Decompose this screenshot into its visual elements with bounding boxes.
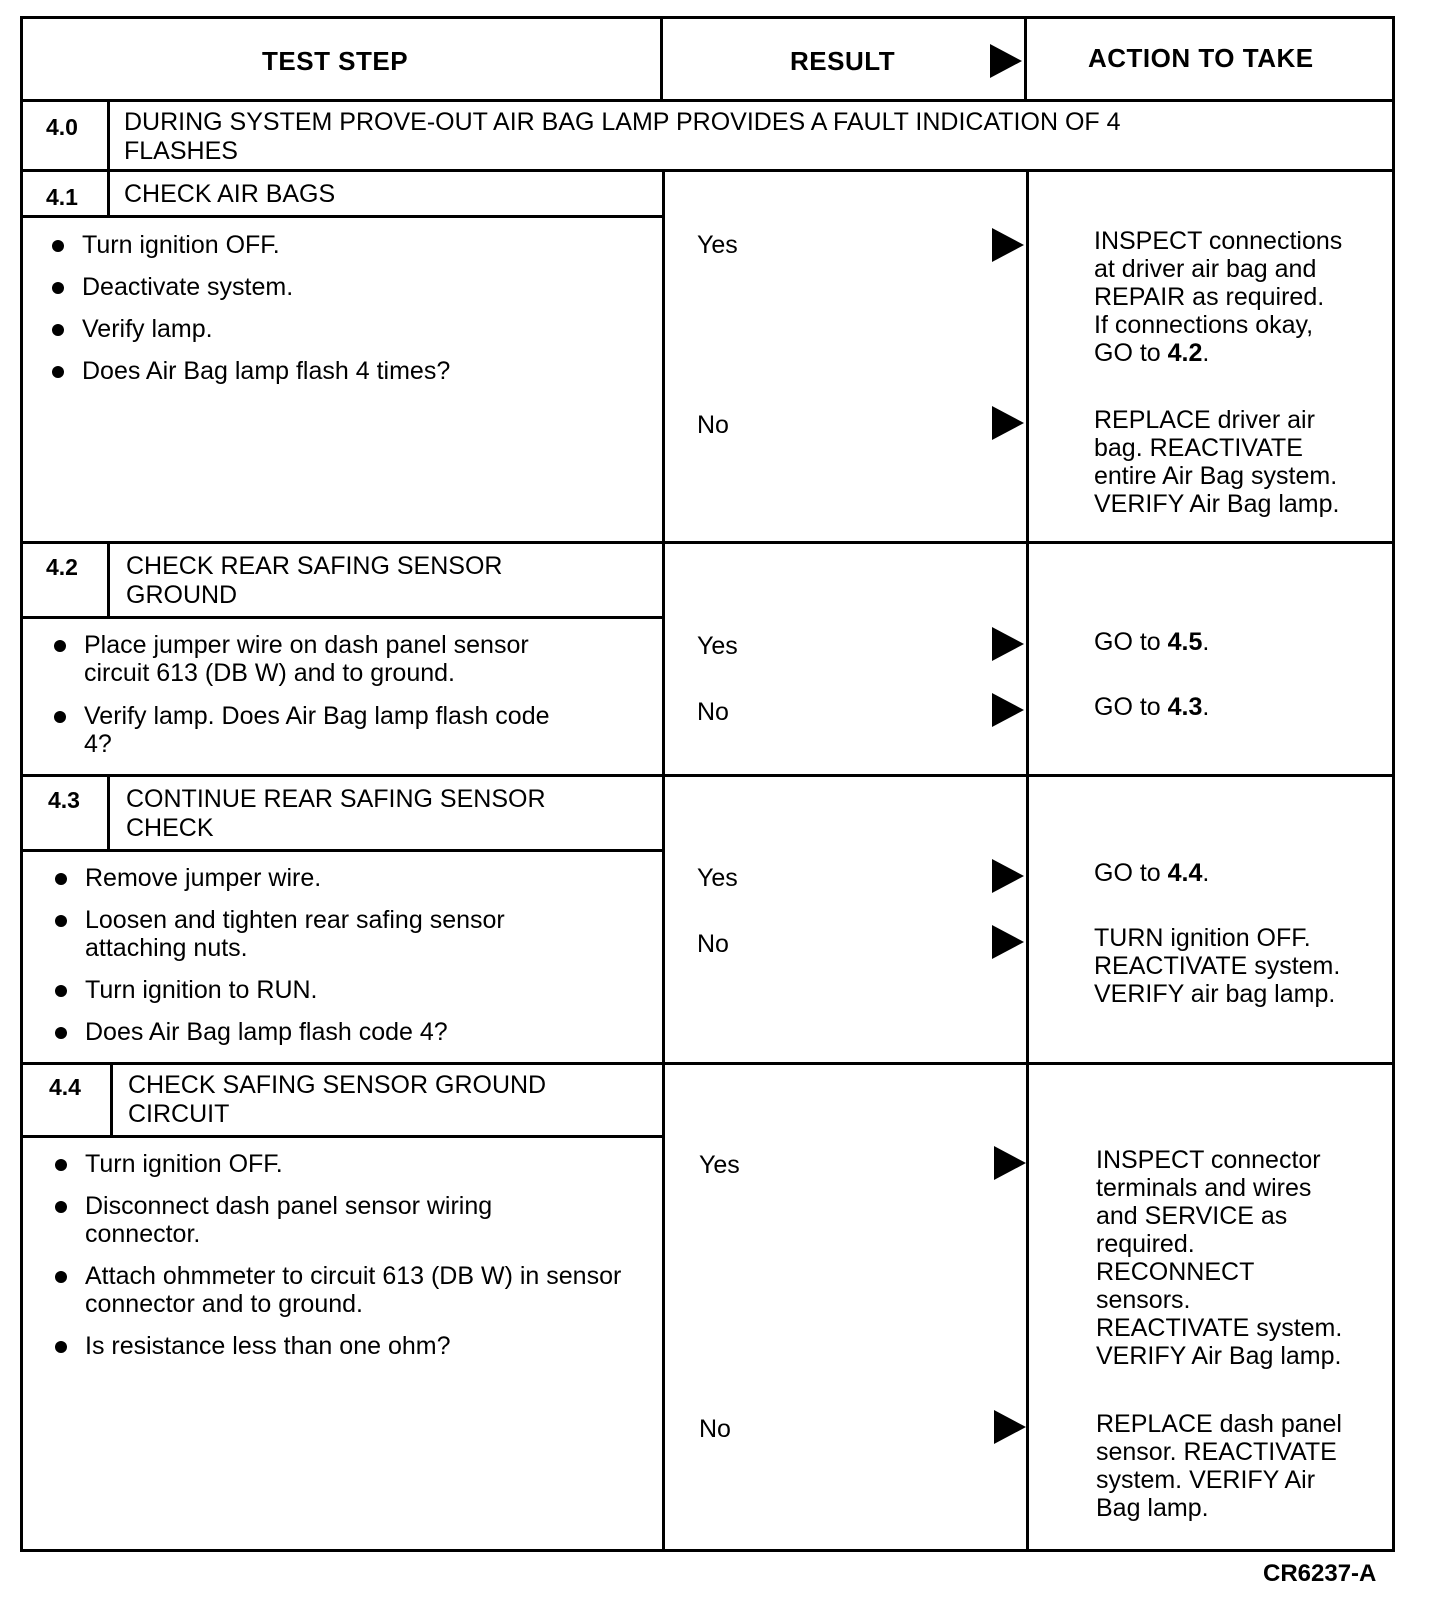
step-42-yes-arrow-icon [992,627,1024,661]
step-43-bottom-rule [20,1062,1395,1065]
step-44-title-line-2: CIRCUIT [128,1100,230,1128]
header-arrow-icon [990,44,1022,78]
step-41-title-rule [20,215,663,218]
step-42-yes-action: GO to 4.5. [1094,628,1210,656]
step-44-yes-arrow-icon [994,1146,1026,1180]
step-41-yes-action: INSPECT connections at driver air bag and REPAIR as required. If connections okay, GO to 4.2. [1094,227,1343,367]
section-40-title-line-2: FLASHES [124,137,238,165]
step-42-bullet: Place jumper wire on dash panel sensor circuit 613 (DB W) and to ground. [54,631,594,687]
step-43-title-line-2: CHECK [126,814,214,842]
step-42-no-label: No [697,698,729,726]
step-41-no-arrow-icon [992,406,1024,440]
step-41-bullet: Does Air Bag lamp flash 4 times? [52,357,662,385]
step-43-title-rule [20,849,663,852]
step-43-yes-action: GO to 4.4. [1094,859,1210,887]
header-bottom-rule [20,99,1395,102]
section-40-number: 4.0 [46,114,78,140]
step-41-no-action: REPLACE driver air bag. REACTIVATE entire Air Bag system. VERIFY Air Bag lamp. [1094,406,1340,518]
step-44-no-action: REPLACE dash panel sensor. REACTIVATE system. VERIFY Air Bag lamp. [1096,1410,1342,1522]
step-42-title-line-2: GROUND [126,581,238,609]
step-43-no-action: TURN ignition OFF. REACTIVATE system. VERIFY air bag lamp. [1094,924,1341,1008]
header-test-step: TEST STEP [262,46,409,76]
step-44-num-divider [110,1062,113,1138]
step-43-yes-label: Yes [697,864,738,892]
step-44-title-line-1: CHECK SAFING SENSOR GROUND [128,1071,547,1099]
step-43-no-arrow-icon [992,925,1024,959]
step-43-no-label: No [697,930,729,958]
step-42-number: 4.2 [46,554,78,580]
step-41-bottom-rule [20,541,1395,544]
step-44-no-arrow-icon [994,1410,1026,1444]
step-42-bullet: Verify lamp. Does Air Bag lamp flash code 4? [54,702,574,758]
step-44-no-label: No [699,1415,731,1443]
step-44-yes-label: Yes [699,1151,740,1179]
step-43-num-divider [107,774,110,852]
step-44-number: 4.4 [49,1074,81,1100]
header-divider-2 [1024,16,1027,100]
step-44-bullet: Disconnect dash panel sensor wiring connector. [55,1192,575,1248]
header-divider-1 [660,16,663,100]
step-43-bullet: Turn ignition to RUN. [55,976,645,1004]
step-41-bullet: Deactivate system. [52,273,642,301]
step-42-bottom-rule [20,774,1395,777]
step-41-num-divider [107,169,110,217]
section-40-num-divider [107,99,110,171]
step-41-bullet: Turn ignition OFF. [52,231,642,259]
step-41-number: 4.1 [46,184,78,210]
section-40-bottom-rule [20,169,1395,172]
header-action: ACTION TO TAKE [1088,43,1314,73]
step-44-title-rule [20,1135,663,1138]
step-41-yes-label: Yes [697,231,738,259]
step-43-bullet: Remove jumper wire. [55,864,645,892]
step-44-bullet: Turn ignition OFF. [55,1150,645,1178]
step-42-no-arrow-icon [992,693,1024,727]
header-result: RESULT [790,46,896,76]
result-column-divider [662,169,665,1552]
step-43-yes-arrow-icon [992,859,1024,893]
step-42-no-action: GO to 4.3. [1094,693,1210,721]
step-43-bullet: Loosen and tighten rear safing sensor attaching nuts. [55,906,585,962]
step-41-bullet: Verify lamp. [52,315,642,343]
step-43-bullet: Does Air Bag lamp flash code 4? [55,1018,645,1046]
step-41-title: CHECK AIR BAGS [124,180,336,208]
step-44-yes-action: INSPECT connector terminals and wires and SERVICE as required. RECONNECT sensors. REACTIVATE system. VERIFY Air Bag lamp. [1096,1146,1343,1370]
action-column-divider [1026,169,1029,1552]
step-43-number: 4.3 [48,787,80,813]
step-44-bullet: Is resistance less than one ohm? [55,1332,645,1360]
step-43-title-line-1: CONTINUE REAR SAFING SENSOR [126,785,546,813]
step-44-bullet: Attach ohmmeter to circuit 613 (DB W) in sensor connector and to ground. [55,1262,625,1318]
figure-id: CR6237-A [1263,1560,1377,1587]
step-42-num-divider [107,541,110,618]
step-42-title-rule [20,616,663,619]
section-40-title-line-1: DURING SYSTEM PROVE-OUT AIR BAG LAMP PROVIDES A FAULT INDICATION OF 4 [124,108,1121,136]
step-41-no-label: No [697,411,729,439]
step-42-yes-label: Yes [697,632,738,660]
step-41-yes-arrow-icon [992,228,1024,262]
step-42-title-line-1: CHECK REAR SAFING SENSOR [126,552,503,580]
